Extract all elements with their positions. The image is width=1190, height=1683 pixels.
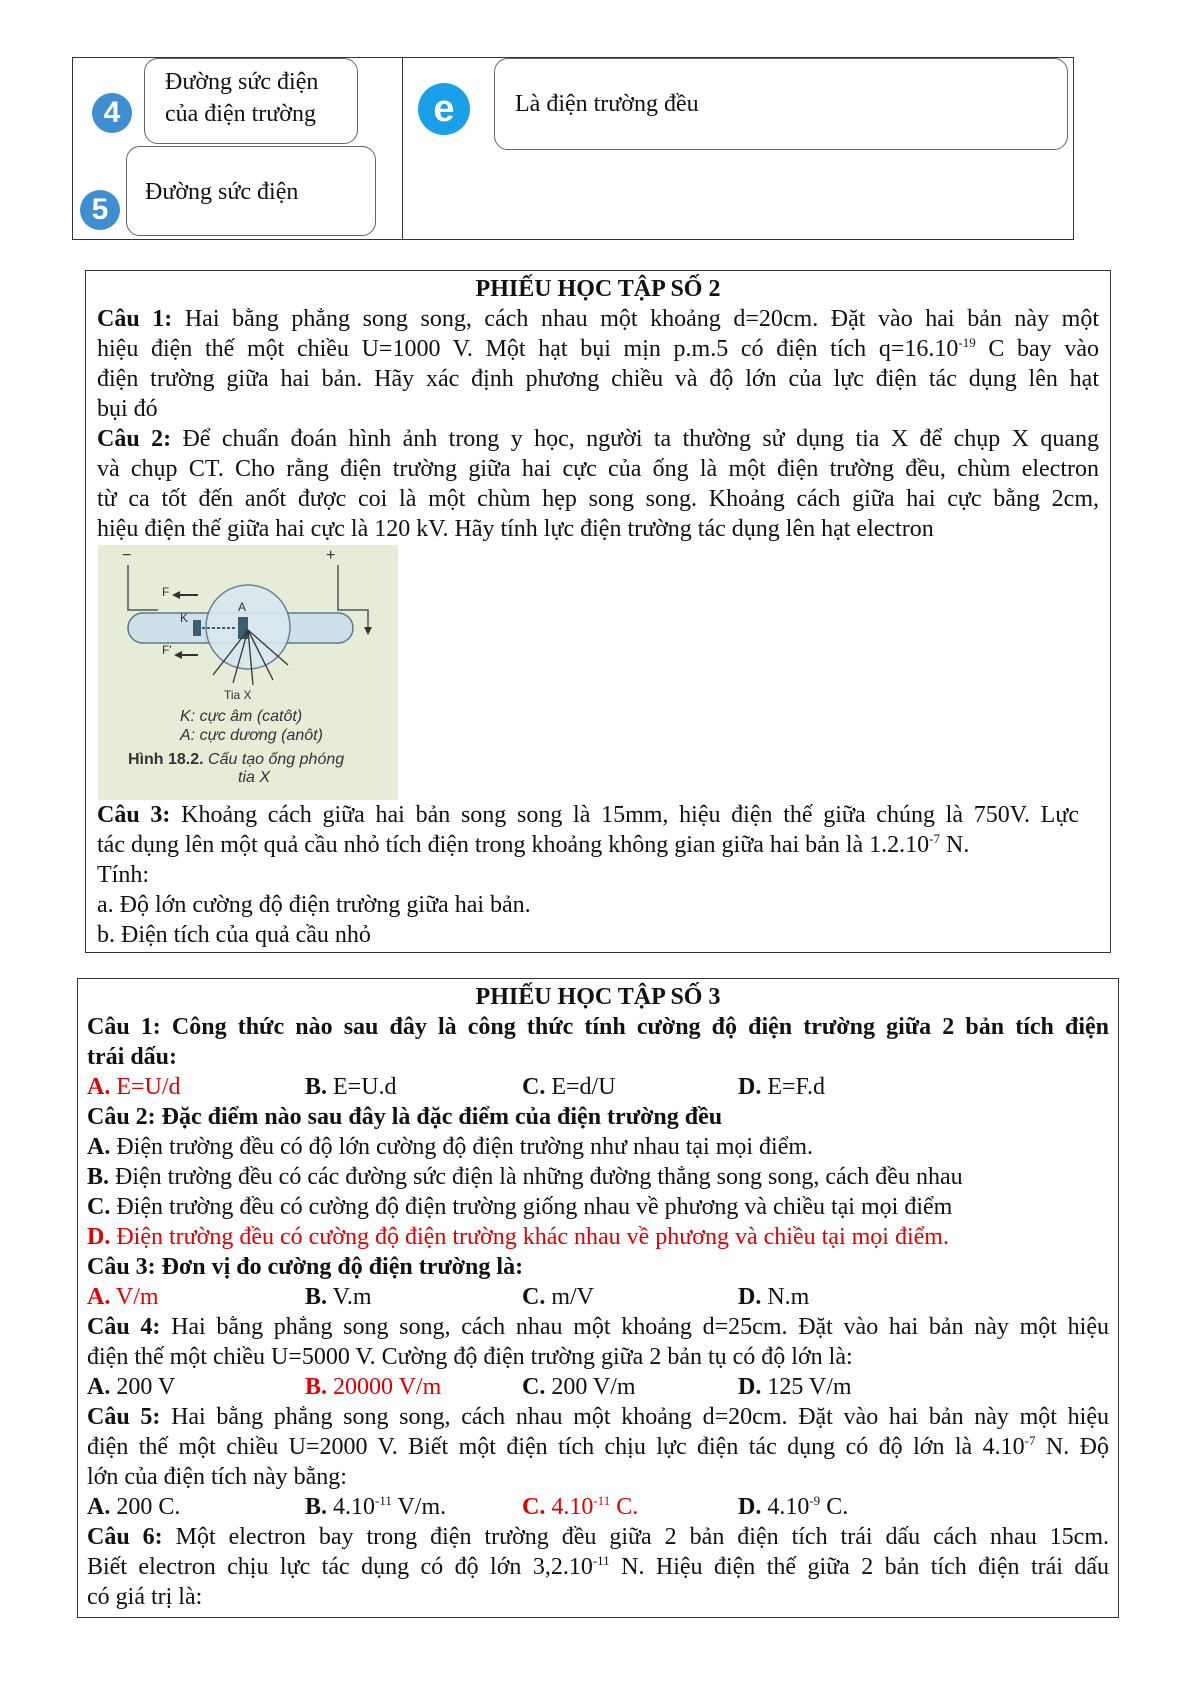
s3-q4-b-key: B. xyxy=(305,1374,328,1400)
s3-q1-line2: trái dấu: xyxy=(87,1044,177,1070)
s3-q4-option-b xyxy=(305,1372,441,1402)
s3-q2-a-text: Điện trường đều có độ lớn cường độ điện trường như nhau tại mọi điểm. xyxy=(110,1134,814,1160)
s2-q3-line1 xyxy=(97,800,1079,830)
s3-q5-b-key: B. xyxy=(305,1494,328,1520)
s3-q2-option-a xyxy=(87,1132,813,1162)
s3-q3-b-text: V.m xyxy=(327,1284,372,1310)
s3-q1-option-d xyxy=(738,1072,825,1102)
s2-q2-label: Câu 2: xyxy=(97,426,172,452)
s2-q1-exp: -19 xyxy=(958,335,976,350)
s2-q3-part-b: b. Điện tích của quả cầu nhỏ xyxy=(97,922,371,948)
s3-q5-text1: Hai bằng phẳng song song, cách nhau một khoảng d=20cm. Đặt vào hai bản này một hiệu xyxy=(160,1404,1109,1430)
s3-q6-text1: Một electron bay trong điện trường đều giữa 2 bản điện tích trái dấu cách nhau 15cm. xyxy=(162,1524,1110,1550)
s3-q6-exp: -11 xyxy=(592,1553,610,1568)
fig-label-F-prime: F' xyxy=(162,643,172,657)
worksheet-3-title: PHIẾU HỌC TẬP SỐ 3 xyxy=(475,984,721,1010)
s3-q5-c-tail: C. xyxy=(610,1494,639,1520)
s3-q2-d-text: Điện trường đều có cường độ điện trường khác nhau về phương và chiều tại mọi điểm. xyxy=(110,1224,949,1250)
s3-q2-option-b xyxy=(87,1162,963,1192)
s2-q3-label: Câu 3: xyxy=(97,802,171,828)
s3-q4-option-a xyxy=(87,1372,175,1402)
s3-q1-option-a xyxy=(87,1072,181,1102)
s3-q5-option-b xyxy=(305,1492,446,1522)
s2-q2-text1: Để chuẩn đoán hình ảnh trong y học, người ta thường sử dụng tia X để chụp X quang xyxy=(171,426,1099,452)
item-5-text: Đường sức điện xyxy=(145,179,299,205)
s3-q1-a-key: A. xyxy=(87,1074,111,1100)
s3-q1-b-text: E=U.d xyxy=(327,1074,397,1100)
item-4-line2: của điện trường xyxy=(165,101,316,127)
s3-q6-line1 xyxy=(87,1522,1109,1552)
s3-q4-b-text: 20000 V/m xyxy=(327,1374,442,1400)
fig-label-F: F xyxy=(162,585,170,599)
s2-q1-text2a: hiệu điện thế một chiều U=1000 V. Một hạt bụi mịn p.m.5 có điện tích q=16.10 xyxy=(97,336,959,362)
s3-q3-c-key: C. xyxy=(522,1284,546,1310)
s3-q5-option-d xyxy=(738,1492,848,1522)
s2-q2-line4: hiệu điện thế giữa hai cực là 120 kV. Hãy tính lực điện trường tác dụng lên hạt electron xyxy=(97,516,934,542)
s3-q3-line1: Câu 3: Đơn vị đo cường độ điện trường là: xyxy=(87,1254,524,1280)
s3-q5-b-tail: V/m. xyxy=(391,1494,447,1520)
item-5-box xyxy=(126,146,376,236)
s3-q5-option-c xyxy=(522,1492,638,1522)
s3-q5-line2 xyxy=(87,1432,1109,1462)
s3-q3-a-key: A. xyxy=(87,1284,111,1310)
s2-q1-line1 xyxy=(97,304,1099,334)
s2-q1-line3: điện trường giữa hai bản. Hãy xác định phương chiều và độ lớn của lực điện tác dụng lên hạt xyxy=(97,366,1099,392)
s3-q4-text1: Hai bằng phẳng song song, cách nhau một khoảng d=25cm. Đặt vào hai bản này một hiệu xyxy=(160,1314,1109,1340)
s3-q5-text2a: điện thế một chiều U=2000 V. Biết một điện tích chịu lực điện tác dụng có độ lớn là 4.10 xyxy=(87,1434,1025,1460)
fig-caption-bold: Hình 18.2. xyxy=(128,751,204,768)
s3-q5-d-exp: -9 xyxy=(809,1493,821,1508)
worksheet-2-title: PHIẾU HỌC TẬP SỐ 2 xyxy=(475,276,721,302)
s2-q3-part-a: a. Độ lớn cường độ điện trường giữa hai bản. xyxy=(97,892,531,918)
item-4-box xyxy=(144,58,358,144)
s3-q1-d-key: D. xyxy=(738,1074,762,1100)
s3-q5-line1 xyxy=(87,1402,1109,1432)
fig-label-tia: Tia X xyxy=(224,688,252,702)
s3-q5-c-exp: -11 xyxy=(593,1493,611,1508)
s3-q5-text2b: N. Độ xyxy=(1035,1434,1109,1460)
s2-q3-line3: Tính: xyxy=(97,862,149,888)
s3-q4-a-key: A. xyxy=(87,1374,111,1400)
s3-q2-c-key: C. xyxy=(87,1194,111,1220)
s2-q3-text2a: tác dụng lên một quả cầu nhỏ tích điện trong khoảng không gian giữa hai bản là 1.2.10 xyxy=(97,832,930,858)
number-badge-5: 5 xyxy=(80,190,120,230)
s3-q2-a-key: A. xyxy=(87,1134,111,1160)
s3-q5-b-exp: -11 xyxy=(375,1493,392,1508)
s3-q1-c-text: E=d/U xyxy=(545,1074,616,1100)
s3-q5-option-a xyxy=(87,1492,180,1522)
s3-q5-a-text: 200 C. xyxy=(110,1494,181,1520)
s3-q3-d-text: N.m xyxy=(761,1284,810,1310)
s3-q4-d-key: D. xyxy=(738,1374,762,1400)
s2-q3-text1: Khoảng cách giữa hai bản song song là 15mm, hiệu điện thế giữa chúng là 750V. Lực xyxy=(170,802,1079,828)
s3-q6-text2a: Biết electron chịu lực tác dụng có độ lớn 3,2.10 xyxy=(87,1554,593,1580)
s2-q1-line2 xyxy=(97,334,1099,364)
s3-q3-option-c xyxy=(522,1282,594,1312)
s2-q1-line4: bụi đó xyxy=(97,396,158,422)
s3-q6-label: Câu 6: xyxy=(87,1524,163,1550)
s3-q5-exp: -7 xyxy=(1024,1433,1036,1448)
s3-q4-option-c xyxy=(522,1372,636,1402)
s3-q5-d-key: D. xyxy=(738,1494,762,1520)
s3-q2-b-text: Điện trường đều có các đường sức điện là những đường thẳng song song, cách đều nhau xyxy=(109,1164,963,1190)
s3-q4-c-text: 200 V/m xyxy=(545,1374,636,1400)
s3-q5-a-key: A. xyxy=(87,1494,111,1520)
s3-q1-a-text: E=U/d xyxy=(110,1074,181,1100)
s3-q4-c-key: C. xyxy=(522,1374,546,1400)
s3-q3-option-a xyxy=(87,1282,159,1312)
s2-q1-text1: Hai bằng phẳng song song, cách nhau một khoảng d=20cm. Đặt vào hai bản này một xyxy=(172,306,1100,332)
s3-q1-d-text: E=F.d xyxy=(761,1074,825,1100)
s2-q1-text2b: C bay vào xyxy=(975,336,1100,362)
item-e-box xyxy=(494,58,1068,150)
s3-q3-option-b xyxy=(305,1282,372,1312)
s2-q2-line3: từ ca tốt đến anốt được coi là một chùm hẹp song song. Khoảng cách giữa hai cực bằng 2cm, xyxy=(97,486,1099,512)
item-4-line1: Đường sức điện xyxy=(165,69,319,95)
s3-q5-d-tail: C. xyxy=(820,1494,849,1520)
s3-q2-d-key: D. xyxy=(87,1224,111,1250)
s3-q4-option-d xyxy=(738,1372,852,1402)
s3-q1-option-c xyxy=(522,1072,616,1102)
s3-q4-d-text: 125 V/m xyxy=(761,1374,852,1400)
s3-q2-line1: Câu 2: Đặc điểm nào sau đây là đặc điểm của điện trường đều xyxy=(87,1104,723,1130)
fig-legend-a: A: cực dương (anôt) xyxy=(180,727,323,744)
s3-q5-c-key: C. xyxy=(522,1494,546,1520)
s3-q1-c-key: C. xyxy=(522,1074,546,1100)
s3-q1-b-key: B. xyxy=(305,1074,328,1100)
s3-q2-option-d xyxy=(87,1222,949,1252)
fig-caption-line2: tia X xyxy=(238,769,271,786)
s3-q4-line1 xyxy=(87,1312,1109,1342)
fig-caption xyxy=(128,751,344,769)
item-e-text: Là điện trường đều xyxy=(515,91,699,117)
s3-q5-line3: lớn của điện tích này bằng: xyxy=(87,1464,347,1490)
table-divider xyxy=(402,57,403,240)
fig-label-K: K xyxy=(180,611,189,625)
letter-badge-e: e xyxy=(418,83,470,135)
s2-q3-text2b: N. xyxy=(940,832,970,858)
fig-caption-rest: Cấu tạo ống phóng xyxy=(203,751,345,768)
s3-q2-b-key: B. xyxy=(87,1164,110,1190)
s3-q6-line2 xyxy=(87,1552,1109,1582)
s3-q3-b-key: B. xyxy=(305,1284,328,1310)
fig-plus: + xyxy=(326,547,336,564)
s3-q6-text2b: N. Hiệu điện thế giữa 2 bản tích điện trái dấu xyxy=(609,1554,1110,1580)
s3-q5-label: Câu 5: xyxy=(87,1404,161,1430)
s3-q1-line1: Câu 1: Công thức nào sau đây là công thức tính cường độ điện trường giữa 2 bản tích điện xyxy=(87,1014,1109,1040)
fig-label-A: A xyxy=(238,600,247,614)
s3-q3-d-key: D. xyxy=(738,1284,762,1310)
s2-q3-line2 xyxy=(97,830,969,860)
s3-q5-d-text: 4.10 xyxy=(761,1494,810,1520)
s3-q4-label: Câu 4: xyxy=(87,1314,161,1340)
s3-q3-c-text: m/V xyxy=(545,1284,595,1310)
s2-q3-exp: -7 xyxy=(929,831,940,846)
s3-q2-option-c xyxy=(87,1192,952,1222)
s2-q2-line1 xyxy=(97,424,1099,454)
s3-q2-c-text: Điện trường đều có cường độ điện trường giống nhau về phương và chiều tại mọi điểm xyxy=(110,1194,953,1220)
s3-q5-b-text: 4.10 xyxy=(327,1494,376,1520)
s2-q1-label: Câu 1: xyxy=(97,306,173,332)
s2-q2-line2: và chụp CT. Cho rằng điện trường giữa hai cực của ống là một điện trường đều, chùm electron xyxy=(97,456,1099,482)
s3-q4-a-text: 200 V xyxy=(110,1374,176,1400)
s3-q6-line3: có giá trị là: xyxy=(87,1584,203,1610)
s3-q5-c-text: 4.10 xyxy=(545,1494,594,1520)
fig-minus: − xyxy=(122,547,132,564)
s3-q4-line2: điện thế một chiều U=5000 V. Cường độ điện trường giữa 2 bản tụ có độ lớn là: xyxy=(87,1344,853,1370)
s3-q1-option-b xyxy=(305,1072,397,1102)
s3-q3-a-text: V/m xyxy=(110,1284,159,1310)
fig-legend-k: K: cực âm (catôt) xyxy=(180,708,303,725)
s3-q3-option-d xyxy=(738,1282,809,1312)
xray-tube-figure xyxy=(98,545,398,800)
number-badge-4: 4 xyxy=(92,93,132,133)
